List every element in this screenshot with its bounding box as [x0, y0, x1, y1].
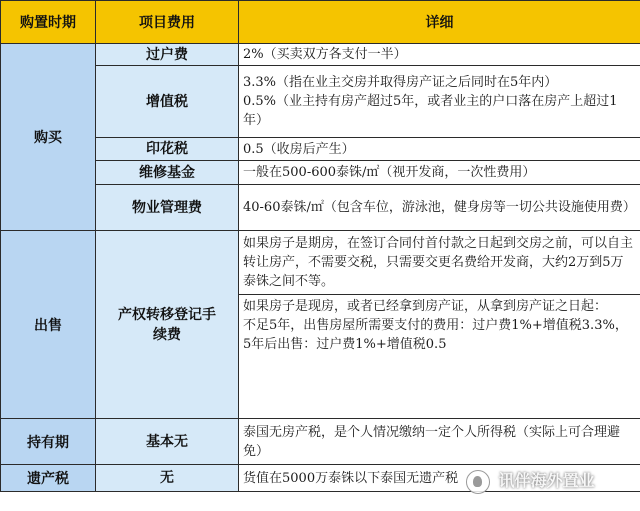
detail-holding: 泰国无房产税，是个人情况缴纳一定个人所得税（实际上可合理避免）: [239, 419, 640, 465]
table-row: [1, 231, 640, 419]
item-title-transfer-fee: 产权转移登记手续费: [96, 231, 239, 419]
item-holding: 基本无: [96, 419, 239, 465]
detail-line: 如果房子是现房，或者已经拿到房产证，从拿到房产证之日起：: [243, 299, 608, 314]
watermark: [466, 468, 595, 494]
table-row: [1, 185, 640, 231]
detail-inheritance: 货值在5000万泰铢以下泰国无遗产税: [239, 465, 640, 492]
detail-maintenance-fund: [239, 161, 640, 185]
detail-vat: [239, 66, 640, 138]
table-row: [1, 44, 640, 66]
item-transfer-fee: 过户费: [96, 44, 239, 66]
detail-line: 2%（买卖双方各支付一半）: [243, 47, 407, 62]
header-detail: 详细: [239, 1, 640, 44]
header-fee-item: 项目费用: [96, 1, 239, 44]
item-inheritance: 无: [96, 465, 239, 492]
phase-holding: 持有期: [1, 419, 96, 465]
detail-transfer-fee: [239, 44, 640, 66]
detail-line: 0.5%（业主持有房产超过5年，或者业主的户口落在房产上超过1年）: [243, 94, 618, 128]
detail-stamp-duty: [239, 138, 640, 161]
table-row: [1, 138, 640, 161]
detail-line: 3.3%（指在业主交房并取得房产证之后同时在5年内）: [243, 75, 558, 90]
detail-property-management: [239, 185, 640, 231]
item-vat: 增值税: [96, 66, 239, 138]
detail-line: 5年后出售：过户费1%+增值税0.5: [243, 337, 447, 352]
detail-line: 0.5（收房后产生）: [243, 141, 355, 157]
watermark-text: 讯伴海外置业: [498, 471, 595, 490]
detail-paragraph-off-plan: 如果房子是期房，在签订合同付首付款之日起到交房之前，可以自主转让房产，不需要交税，只需要交更名费给开发商，大约2万到5万泰铢之间不等。: [243, 236, 634, 289]
phase-inheritance: 遗产税: [1, 465, 96, 492]
item-stamp-duty: 印花税: [96, 138, 239, 161]
detail-title-transfer-fee: [239, 231, 640, 419]
phase-sale: 出售: [1, 231, 96, 419]
table-row: [1, 66, 640, 138]
bear-logo-icon: [466, 470, 490, 494]
header-period: 购置时期: [1, 1, 96, 44]
header-row: [1, 1, 640, 44]
phase-purchase: 购买: [1, 44, 96, 231]
detail-line: 一般在500-600泰铢/㎡（视开发商，一次性费用）: [243, 165, 536, 180]
table-row: [1, 161, 640, 185]
detail-line: 40-60泰铢/㎡（包含车位，游泳池，健身房等一切公共设施使用费）: [243, 200, 636, 215]
detail-line: 不足5年，出售房屋所需要支付的费用：过户费1%+增值税3.3%，: [243, 318, 628, 333]
table-row: [1, 419, 640, 465]
item-maintenance-fund: 维修基金: [96, 161, 239, 185]
item-property-management: 物业管理费: [96, 185, 239, 231]
